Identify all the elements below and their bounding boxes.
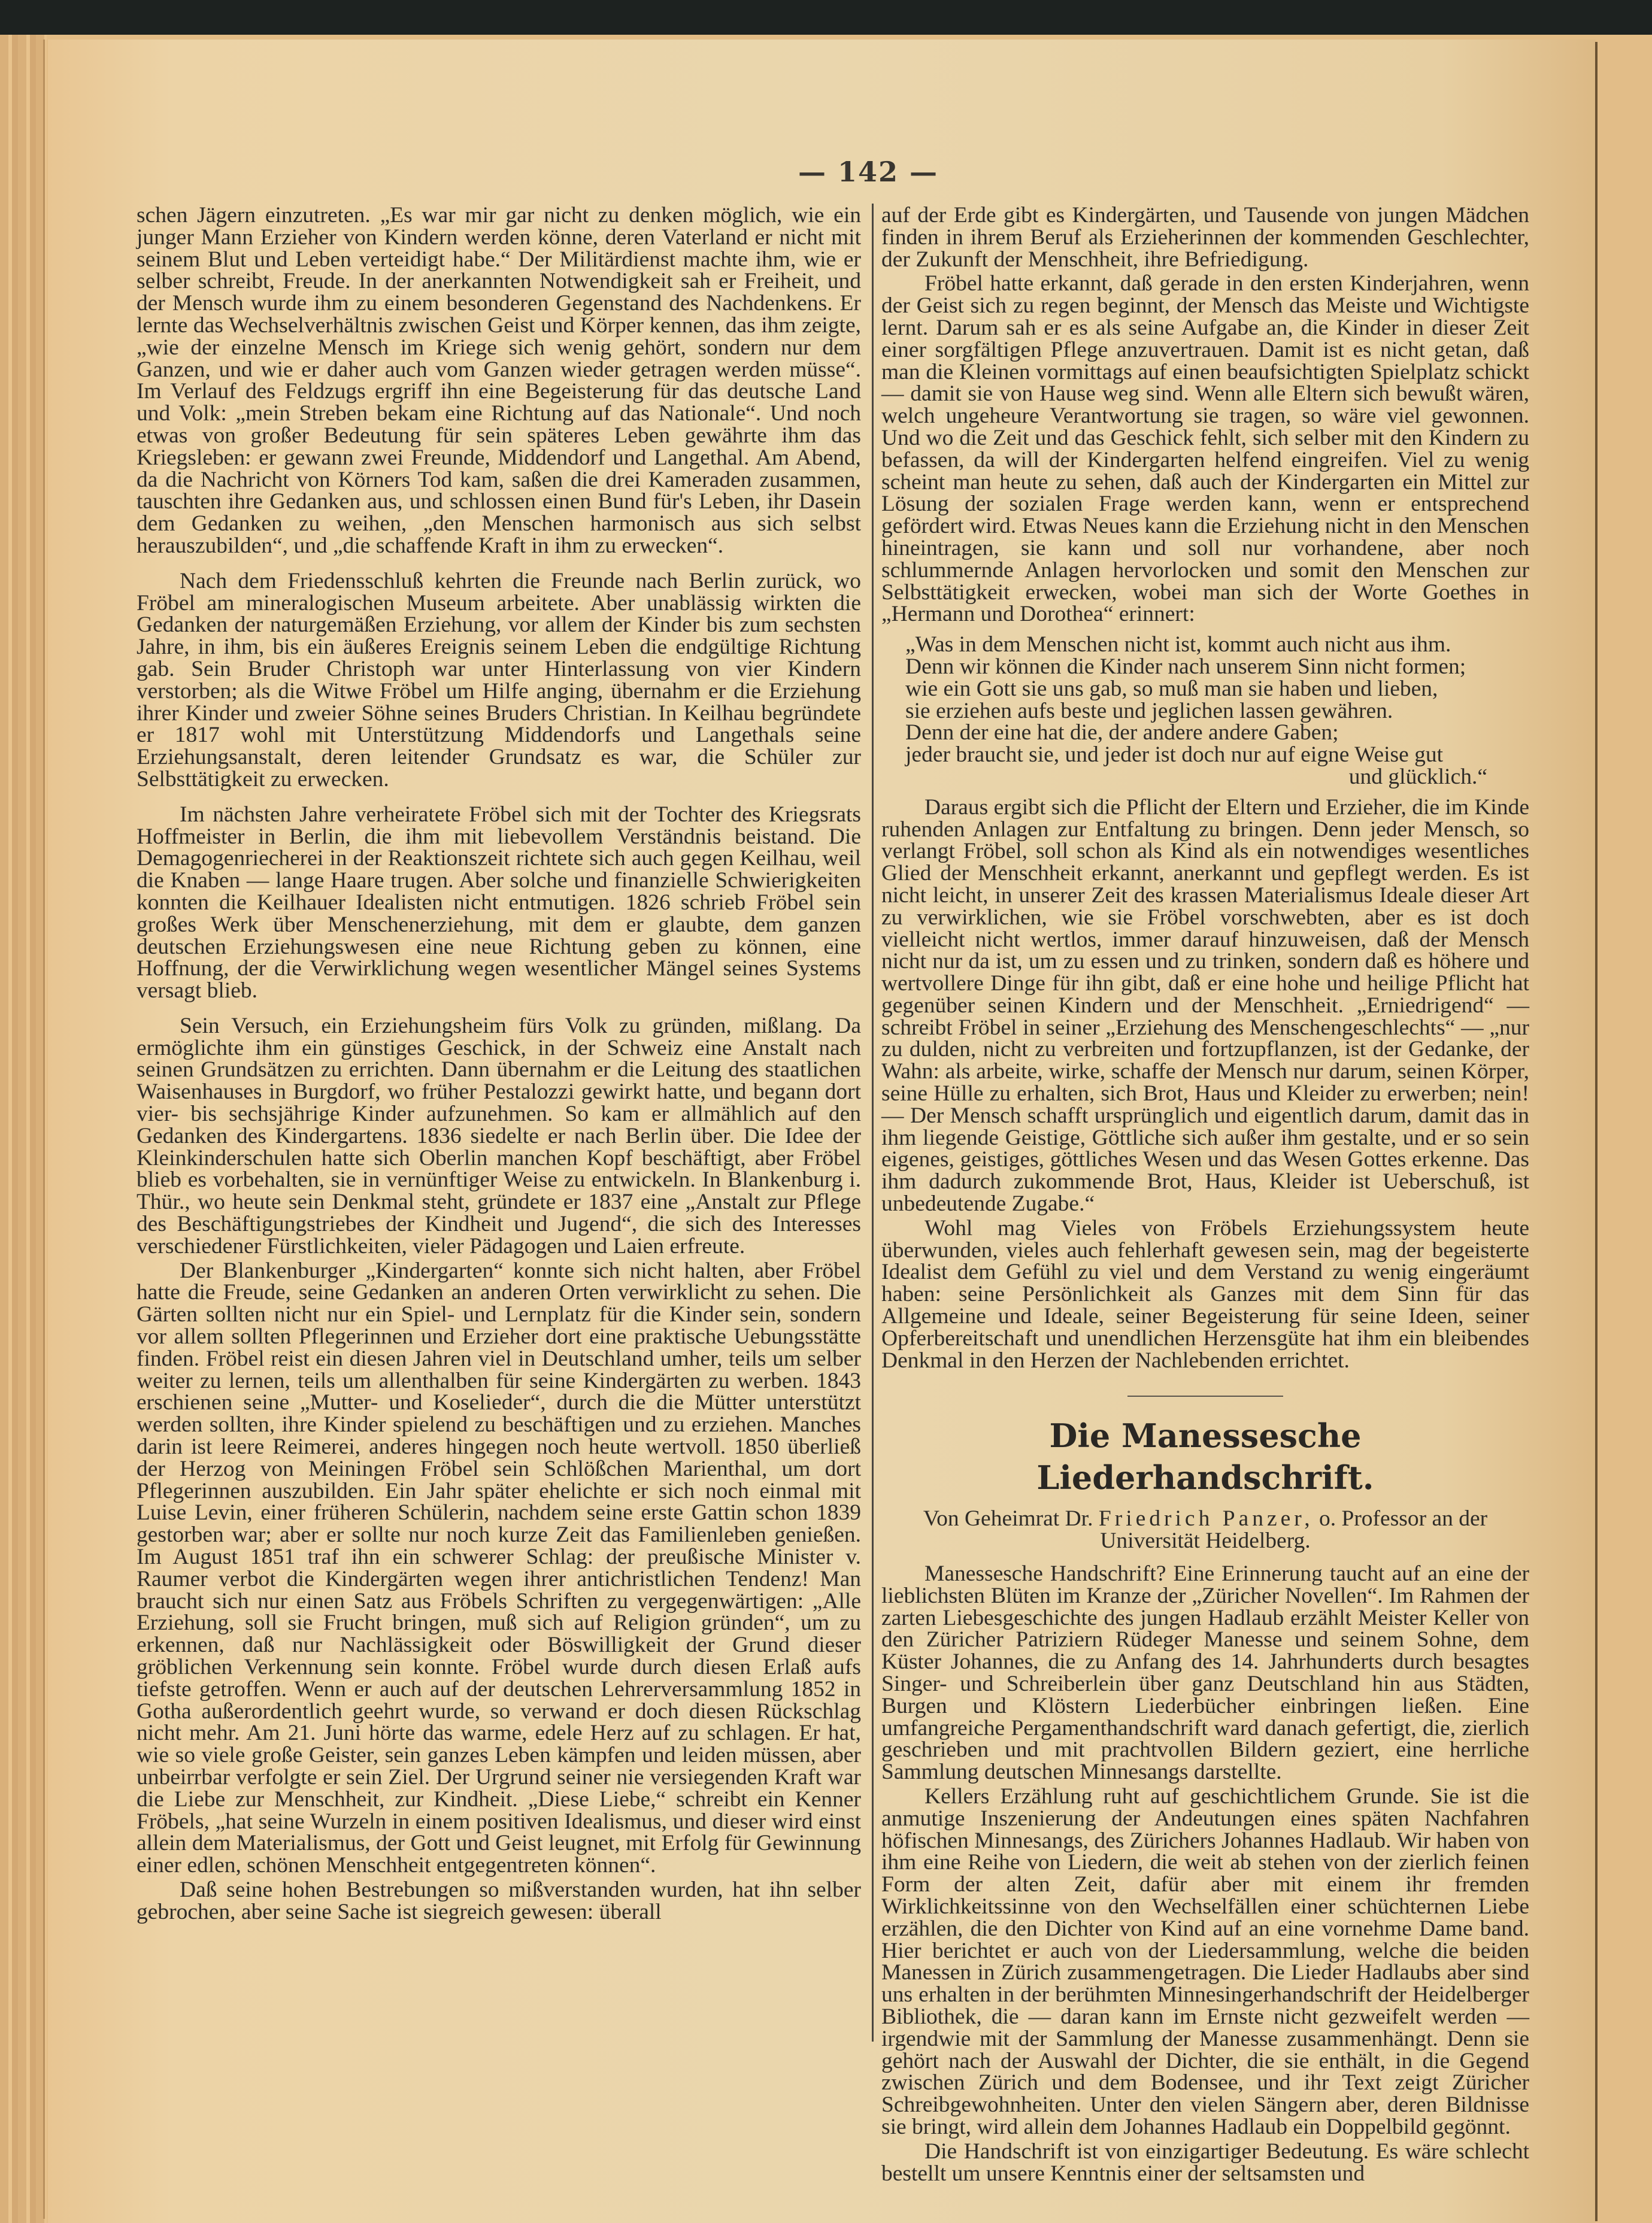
paragraph: Kellers Erzählung ruht auf geschichtlichem Grunde. Sie ist die anmutige Inszenierung der Andeutungen eines späten Nachfahren höfischen Minnesangs, des Zürichers Johannes Hadlaub. Wir haben von ihm eine Reihe von Liedern, die weit ab stehen von der zierlich feinen Form der alten Zeit, dafür aber mit einem ihr fremden Wirklichkeitssinne von den Wechselfällen einer schüchternen Liebe erzählen, die den Dichter von Kind auf an eine vornehme Dame band. Hier berichtet er auch von der Liedersammlung, welche die beiden Manessen in Zürich zusammengetragen. Die Lieder Hadlaubs aber sind uns erhalten in der berühmten Minnesingerhandschrift der Heidelberger Bibliothek, die — daran kann im Ernste nicht gezweifelt werden — irgendwie mit der Sammlung der Manesse zusammenhängt. Denn sie gehört nach der Auswahl der Dichter, die sie enthält, in die Gegend zwischen Zürich und dem Bodensee, und ihr Text zeigt Züricher Schreibgewohnheiten. Unter den vielen Sängern aber, deren Bildnisse sie bringt, wird allein dem Johannes Hadlaub ein Doppelbild gegönnt. — [881, 1784, 1529, 2139]
paragraph: Daß seine hohen Bestrebungen so mißverstanden wurden, hat ihn selber gebrochen, aber seine Sache ist siegreich gewesen: überall — [137, 1877, 861, 1924]
article-title: Die Manessesche Liederhandschrift. — [1036, 1417, 1374, 1497]
left-page-edges — [0, 35, 47, 2223]
right-column — [881, 205, 1529, 2185]
poem-line: jeder braucht sie, und jeder ist doch nur auf eigne Weise gut — [905, 742, 1444, 768]
paragraph: Fröbel hatte erkannt, daß gerade in den ersten Kinderjahren, wenn der Geist sich zu regen beginnt, der Mensch das Meiste und Wichtigste lernt. Darum sah er es als seine Aufgabe an, die Kinder in dieser Zeit einer sorgfältigen Pflege anzuvertrauen. Damit ist es nicht getan, daß man die Kleinen vormittags auf einen beaufsichtigten Spielplatz schickt — damit sie von Hause weg sind. Wenn alle Eltern sich bewußt wären, welch ungeheure Verantwortung sie tragen, so wäre viel gewonnen. Und wo die Zeit und das Geschick fehlt, sich selber mit den Kindern zu befassen, da will der Kindergarten helfend eingreifen. Viel zu wenig scheint man heute zu sehen, daß auch der Kindergarten ein Mittel zur Lösung der sozialen Frage werden kann, wenn er entsprechend gefördert wird. Etwas Neues kann die Erziehung nicht in den Menschen hineintragen, sie kann und soll nur vorhandene, aber noch schlummernde Anlagen hervorlocken und somit den Menschen zur Selbsttätigkeit erwecken, wobei man sich der Worte Goethes in „Hermann und Dorothea“ erinnert: — [881, 271, 1529, 627]
column-divider — [872, 204, 874, 2042]
goethe-quote — [905, 634, 1529, 788]
paragraph: Sein Versuch, ein Erziehungsheim fürs Volk zu gründen, mißlang. Da ermöglichte ihm ein günstiges Geschick, in der Schweiz eine Anstalt nach seinen Grundsätzen zu errichten. Dann übernahm er die Leitung des staatlichen Waisenhauses in Burgdorf, wo früher Pestalozzi gewirkt hatte, und begann dort vier- bis sechsjährige Kinder aufzunehmen. So kam er allmählich auf den Gedanken des Kindergartens. 1836 siedelte er nach Berlin über. Die Idee der Kleinkinderschulen hatte sich Oberlin manchen Kopf beschäftigt, aber Fröbel blieb es vorbehalten, sie in vernünftiger Weise zu entwickeln. In Blankenburg i. Thür., wo heute sein Denkmal steht, gründete er 1837 eine „Anstalt zur Pflege des Beschäftigungstriebes der Kindheit und Jugend“, die sich des Interesses verschiedener Fürstlichkeiten, vieler Pädagogen und Laien erfreute. — [137, 1013, 861, 1258]
poem-line: Denn wir können die Kinder nach unserem Sinn nicht formen; — [905, 654, 1466, 679]
author-name: Friedrich Panzer, — [1098, 1506, 1314, 1531]
poem-line: „Was in dem Menschen nicht ist, kommt auch nicht aus ihm. — [905, 632, 1451, 657]
poem-line: und glücklich.“ — [1348, 764, 1487, 789]
paragraph: Daraus ergibt sich die Pflicht der Eltern und Erzieher, die im Kinde ruhenden Anlagen zur Entfaltung zu bringen. Denn jeder Mensch, so verlangt Fröbel, soll schon als Kind als ein notwendiges wesentliches Glied der Menschheit erkannt, anerkannt und gepflegt werden. Es ist nicht leicht, in unserer Zeit des krassen Materialismus Ideale dieser Art zu verwirklichen, wie sie Fröbel vorschwebten, aber es ist doch vielleicht nicht wertlos, immer darauf hinzuweisen, daß der Mensch nicht nur da ist, um zu essen und zu trinken, sondern daß es höhere und wertvollere Dinge für ihn gibt, daß er eine hohe und heilige Pflicht hat gegenüber seinen Kindern und der Menschheit. „Erniedrigend“ — schreibt Fröbel in seiner „Erziehung des Menschengeschlechts“ — „nur zu dulden, nicht zu verbreiten und fortzupflanzen, ist der Gedanke, der Wahn: als arbeite, wirke, schaffe der Mensch nur darum, seinen Körper, seine Hülle zu erhalten, sich Brot, Haus und Kleider zu erwerben; nein! — Der Mensch schafft ursprünglich und eigentlich darum, damit das in ihm liegende Geistige, Göttliche sich außer ihm gestalte, und er so sein eigenes, geistiges, göttliches Wesen und das Wesen Gottes erkenne. Das ihm dadurch zukommende Brot, Haus, Kleider ist Ueberschuß, ist unbedeutende Zugabe.“ — [881, 794, 1529, 1217]
paragraph: Die Handschrift ist von einzigartiger Bedeutung. Es wäre schlecht bestellt um unsere Kenntnis einer der seltsamsten und — [881, 2139, 1529, 2186]
page-number: — 142 — — [798, 156, 939, 188]
paragraph: Wohl mag Vieles von Fröbels Erziehungssystem heute überwunden, vieles auch fehlerhaft gewesen sein, mag der begeisterte Idealist dem Gefühl zu viel und dem Verstand zu wenig eingeräumt haben: seine Persönlichkeit als Ganzes mit dem Sinn für das Allgemeine und Ideale, seiner Begeisterung für seine Ideen, seiner Opferbereitschaft und unendlichen Herzensgüte hat ihm ein bleibendes Denkmal in den Herzen der Nachlebenden errichtet. — [881, 1215, 1529, 1373]
byline-prefix: Von Geheimrat Dr. — [923, 1506, 1093, 1531]
paragraph: schen Jägern einzutreten. „Es war mir gar nicht zu denken möglich, wie ein junger Mann Erzieher von Kindern werden könne, deren Vaterland er nicht mit seinem Blut und Leben verteidigt habe.“ Der Militärdienst machte ihm, wie er selber schreibt, Freude. In der anerkannten Notwendigkeit sah er Freiheit, und der Mensch wurde ihm zu einem besonderen Gegenstand des Nachdenkens. Er lernte das Wechselverhältnis zwischen Geist und Körper kennen, das ihm zeigte, „wie der einzelne Mensch im Kriege sich wenig gehört, sondern nur dem Ganzen, und wie er daher auch vom Ganzen wieder getragen werden müsse“. Im Verlauf des Feldzugs ergriff ihn eine Begeisterung für das deutsche Land und Volk: „mein Streben bekam eine Richtung auf das Nationale“. Und noch etwas von großer Bedeutung für sein späteres Leben gewährte ihm das Kriegsleben: er gewann zwei Freunde, Middendorf und Langethal. Am Abend, da die Nachricht von Körners Tod kam, saßen die drei Kameraden zusammen, tauschten ihre Gedanken aus, und schlossen einen Bund für's Leben, ihr Dasein dem Gedanken zu weihen, „den Menschen harmonisch aus sich selbst herauszubilden“, und „die schaffende Kraft in ihm zu erwecken“. — [137, 203, 861, 558]
poem-line: Denn der eine hat die, der andere andere Gaben; — [905, 720, 1339, 745]
article-byline — [881, 1508, 1529, 1552]
poem-line: sie erziehen aufs beste und jeglichen lassen gewähren. — [905, 698, 1393, 723]
paragraph: Der Blankenburger „Kindergarten“ konnte sich nicht halten, aber Fröbel hatte die Freude, seine Gedanken an anderen Orten verwirklicht zu sehen. Die Gärten sollten nicht nur ein Spiel- und Lernplatz für die Kinder sein, sondern vor allem sollten Pflegerinnen und Erzieher dort eine praktische Uebungsstätte finden. Fröbel reist ein diesen Jahren viel in Deutschland umher, teils um selber weiter zu lernen, teils um allenthalben für seine Kindergärten zu werben. 1843 erschienen seine „Mutter- und Koselieder“, durch die die Mütter unterstützt werden sollten, ihre Kinder spielend zu beschäftigen und zu erziehen. Manches darin ist leere Reimerei, anderes hingegen noch heute wertvoll. 1850 überließ der Herzog von Meiningen Fröbel sein Schlößchen Marienthal, um dort Pflegerinnen auszubilden. Ein Jahr später ehelichte er sich noch einmal mit Luise Levin, einer früheren Schülerin, nachdem seine erste Gattin schon 1839 gestorben war; aber er sollte nur noch kurze Zeit das Familienleben genießen. Im August 1851 traf ihn ein schwerer Schlag: der preußische Minister v. Raumer verbot die Kindergärten wegen ihrer antichristlichen Tendenz! Man braucht sich nur einen Satz aus Fröbels Schriften zu vergegenwärtigen: „Alle Erziehung, soll sie Frucht bringen, muß sich auf Religion gründen“, um zu erkennen, daß nur Nachlässigkeit oder Böswilligkeit der Grund dieser gröblichen Verkennung sein konnte. Fröbel wurde durch diesen Erlaß aufs tiefste getroffen. Wenn er auch auf der deutschen Lehrerversammlung 1852 in Gotha außerordentlich geehrt wurde, so verwand er doch diesen Rückschlag nicht mehr. Am 21. Juni hörte das warme, edele Herz auf zu schlagen. Er hat, wie so viele große Geister, sein ganzes Leben kämpfen und leiden müssen, aber unbeirrbar verfolgte er sein Ziel. Der Urgrund seiner nie versiegenden Kraft war die Liebe zur Menschheit, zur Kindheit. „Diese Liebe,“ schreibt ein Kenner Fröbels, „hat seine Wurzeln in einem positiven Idealismus, und dieser wird einst allein dem Materialismus, der Gott und Geist leugnet, mit Erfolg für Gewinnung einer edlen, schönen Menschheit entgegentreten können“. — [137, 1258, 861, 1878]
left-page-edge-line — [43, 40, 45, 2219]
paragraph: auf der Erde gibt es Kindergärten, und Tausende von jungen Mädchen finden in ihrem Beruf als Erzieherinnen der kommenden Geschlechter, der Zukunft der Menschheit, ihre Befriedigung. — [881, 203, 1529, 272]
section-separator — [1127, 1396, 1283, 1397]
left-column — [137, 205, 861, 1924]
facing-page-edge — [1598, 40, 1652, 2223]
paragraph: Manessesche Handschrift? Eine Erinnerung taucht auf an eine der lieblichsten Blüten im Kranze der „Züricher Novellen“. Im Rahmen der zarten Liebesgeschichte des jungen Hadlaub erzählt Meister Keller von den Züricher Patriziern Rüdeger Manesse und seinem Sohne, dem Küster Johannes, die zu Anfang des 14. Jahrhunderts durch besagtes Singer- und Schreiberlein über ganz Deutschland hin aus Städten, Burgen und Klöstern Liederbücher einbringen ließen. Eine umfangreiche Pergamenthandschrift ward danach gefertigt, die, zierlich geschrieben und mit prachtvollen Bildern geziert, eine herrliche Sammlung deutschen Minnesangs darstellte. — [881, 1561, 1529, 1785]
paragraph: Nach dem Friedensschluß kehrten die Freunde nach Berlin zurück, wo Fröbel am mineralogischen Museum arbeitete. Aber unablässig wirkten die Gedanken der naturgemäßen Erziehung, vor allem der Kinder bis zum sechsten Jahre, in ihm, bis ein äußeres Ereignis seinem Leben die endgültige Richtung gab. Sein Bruder Christoph war unter Hinterlassung von vier Kindern verstorben; als die Witwe Fröbel um Hilfe anging, übernahm er die Erziehung ihrer Kinder und zweier Söhne seines Bruders Christian. In Keilhau begründete er 1817 wohl mit Unterstützung Middendorfs und Langethals seine Erziehungsanstalt, deren leitender Grundsatz es war, die Schüler zur Selbsttätigkeit zu erwecken. — [137, 568, 861, 791]
byline-suffix: o. Professor an der Universität Heidelberg. — [1100, 1506, 1488, 1554]
poem-line: wie ein Gott sie uns gab, so muß man sie haben und lieben, — [905, 676, 1438, 701]
paragraph: Im nächsten Jahre verheiratete Fröbel sich mit der Tochter des Kriegsrats Hoffmeister in Berlin, die ihm mit liebevollem Verständnis beistand. Die Demagogenriecherei in der Reaktionszeit richtete sich auch gegen Keilhau, weil die Knaben — lange Haare trugen. Aber solche und finanzielle Schwierigkeiten konnten die Keilhauer Idealisten nicht entmutigen. 1826 schrieb Fröbel sein großes Werk über Menschenerziehung, mit dem er glaubte, dem ganzen deutschen Erziehungswesen eine neue Richtung geben zu können, eine Hoffnung, der die Verwirklichung wegen wesentlicher Mängel seines Systems versagt blieb. — [137, 802, 861, 1003]
